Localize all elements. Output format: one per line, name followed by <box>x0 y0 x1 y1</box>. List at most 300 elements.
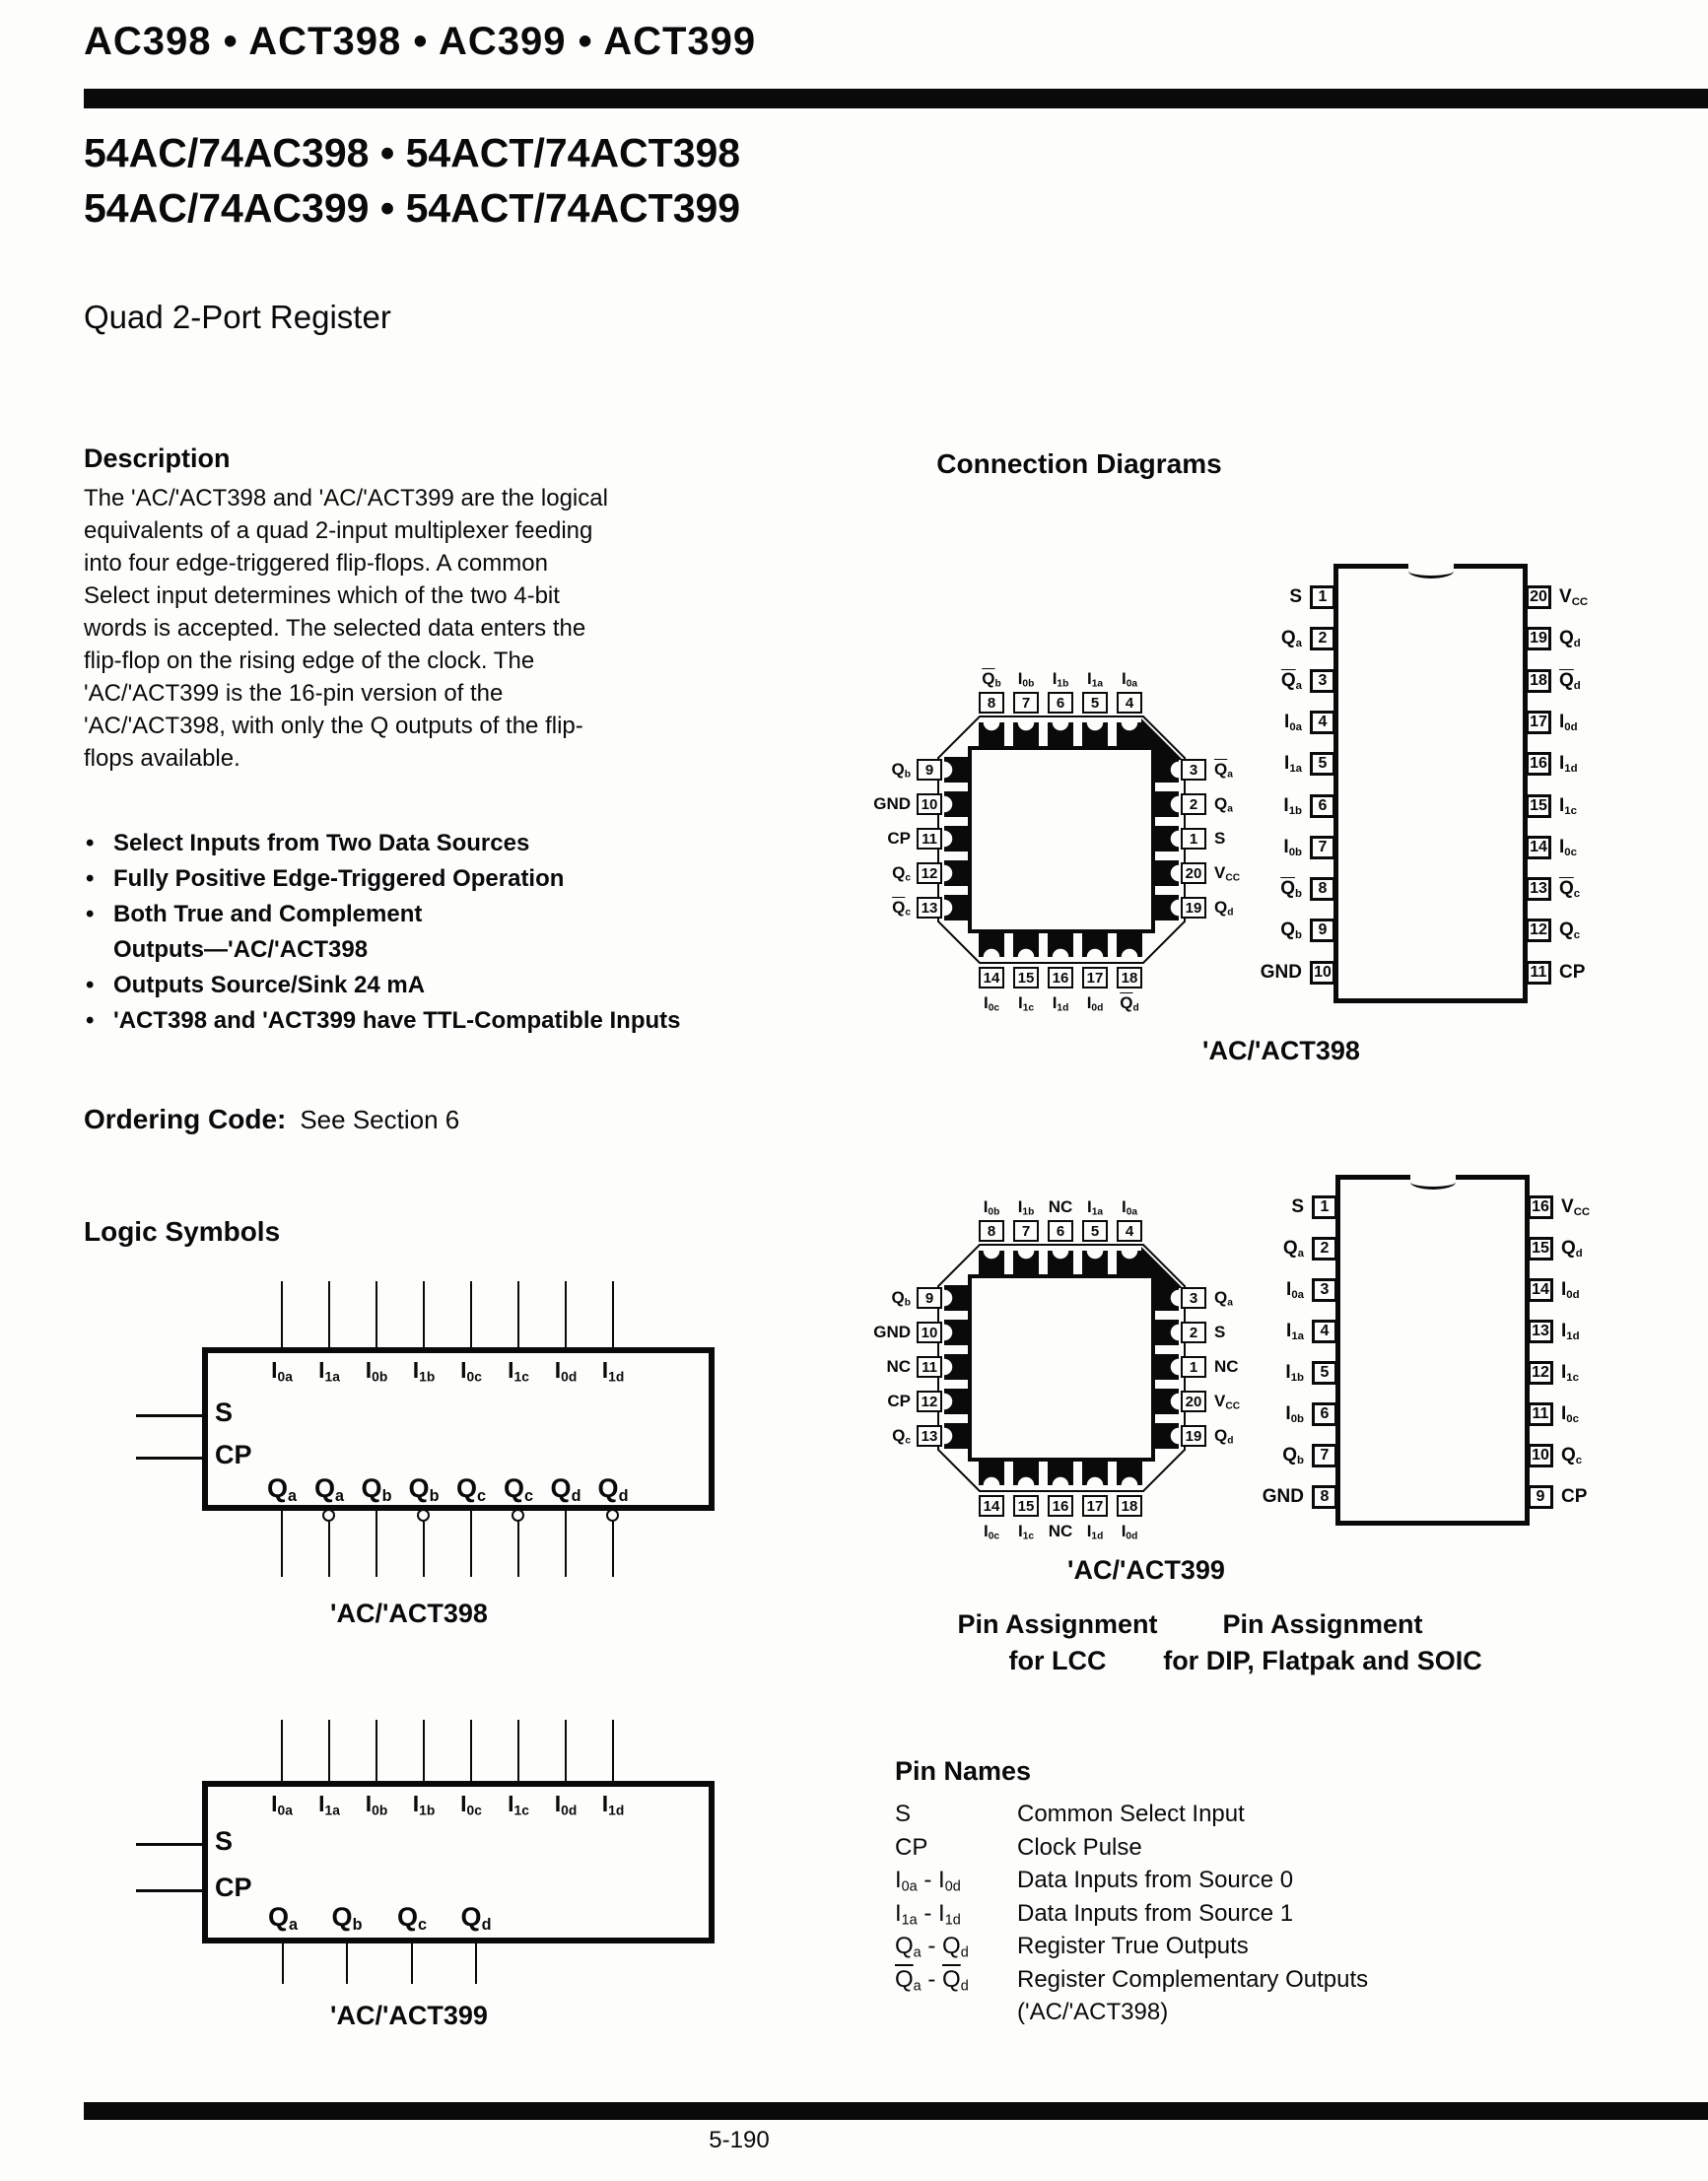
input-label: $I_{1a}$ <box>318 1357 340 1385</box>
output-line <box>475 1943 477 1984</box>
output-line <box>612 1522 614 1577</box>
pin-number-box: 20 <box>1181 1391 1206 1412</box>
lcc-pad <box>1013 722 1039 746</box>
lcc-pad <box>1117 1251 1142 1274</box>
lcc-pad <box>1082 933 1108 957</box>
input-line <box>376 1281 377 1347</box>
pin-number-box: 7 <box>1013 692 1039 714</box>
pin-number-box: 16 <box>1526 752 1551 776</box>
pin-number-box: 19 <box>1526 627 1551 650</box>
pin-label: $Q_a$ <box>1280 628 1302 650</box>
pin-number-box: 8 <box>1312 1485 1337 1509</box>
input-label: $I_{1d}$ <box>601 1357 625 1385</box>
pin-label: $I_{1d}$ <box>1559 753 1578 776</box>
pin-number-box: 17 <box>1082 1495 1108 1517</box>
feature-item: • 'ACT398 and 'ACT399 have TTL-Compatible Inputs <box>84 1003 734 1039</box>
output-label: $Q_b$ <box>408 1473 440 1506</box>
connection-caption-398: 'AC/'ACT398 <box>1202 1036 1360 1065</box>
output-line <box>282 1943 284 1984</box>
side-input-line <box>136 1889 202 1892</box>
inversion-bubble-icon <box>512 1509 524 1522</box>
lcc-pad <box>1155 1423 1179 1449</box>
footer-rule <box>84 2102 1708 2120</box>
pin-label: $Q_b$ <box>891 760 911 781</box>
output-label: $Q_c$ <box>455 1473 487 1506</box>
logic-symbol-399 <box>118 1720 788 2015</box>
pin-number-box: 5 <box>1310 752 1335 776</box>
pin-number-box: 3 <box>1310 669 1335 693</box>
pin-number-box: 7 <box>1310 836 1335 859</box>
pin-number-box: 14 <box>1528 1278 1553 1302</box>
pin-name-description: Data Inputs from Source 1 <box>1017 1899 1294 1927</box>
pin-number-box: 6 <box>1312 1402 1337 1426</box>
pin-number-box: 7 <box>1312 1444 1337 1467</box>
pin-number-box: 4 <box>1117 1220 1142 1242</box>
connection-caption-399: 'AC/'ACT399 <box>1067 1555 1225 1585</box>
pin-number-box: 4 <box>1310 711 1335 734</box>
lcc-pad <box>1155 860 1179 886</box>
pin-label: $I_{0c}$ <box>983 1522 1000 1542</box>
pin-number-box: 9 <box>1528 1485 1553 1509</box>
pin-label: $I_{0a}$ <box>1286 1279 1304 1301</box>
inversion-bubble-icon <box>606 1509 619 1522</box>
pin-label: $I_{1c}$ <box>1017 1522 1035 1542</box>
pin-label: $\overline{Q}_d$ <box>1120 993 1139 1014</box>
output-label: $Q_d$ <box>550 1473 581 1506</box>
input-line <box>423 1720 425 1781</box>
lcc-pad <box>1013 1462 1039 1485</box>
lcc-pad <box>1048 1462 1073 1485</box>
input-line <box>328 1281 330 1347</box>
ordering-code <box>84 1104 459 1135</box>
page-number: 5-190 <box>709 2127 770 2153</box>
pin-label: $I_{1c}$ <box>1017 993 1035 1014</box>
output-line <box>517 1522 519 1577</box>
pin-label: S <box>1291 1196 1304 1217</box>
output-label: $Q_d$ <box>597 1473 629 1506</box>
lcc-pad <box>1013 933 1039 957</box>
pin-number-box: 4 <box>1117 692 1142 714</box>
dip-notch-icon <box>1408 564 1454 579</box>
pin-label: $\overline{Q}_b$ <box>1280 878 1302 900</box>
pin-number-box: 15 <box>1526 794 1551 818</box>
pin-label: $I_{1a}$ <box>1086 1197 1104 1218</box>
lcc-pad <box>1082 1251 1108 1274</box>
lcc-pad <box>1082 1462 1108 1485</box>
pin-label: $I_{0b}$ <box>983 1197 1000 1218</box>
lcc-pad <box>1048 933 1073 957</box>
lcc-pad <box>1155 791 1179 817</box>
pin-label: GND <box>1260 961 1302 983</box>
pin-number-box: 2 <box>1310 627 1335 650</box>
pin-number-box: 1 <box>1310 585 1335 609</box>
pin-number-box: 17 <box>1526 711 1551 734</box>
pin-number-box: 12 <box>917 1391 942 1412</box>
input-label: $I_{0b}$ <box>365 1791 388 1818</box>
pin-number-box: 9 <box>1310 919 1335 942</box>
pin-number-box: 20 <box>1526 585 1551 609</box>
input-label: $I_{1c}$ <box>508 1357 529 1385</box>
dip-notch-icon <box>1410 1175 1456 1190</box>
pin-label: $I_{1c}$ <box>1561 1362 1579 1384</box>
pin-label: $\overline{Q}_a$ <box>1214 760 1233 781</box>
input-label: $I_{1c}$ <box>508 1791 529 1818</box>
pin-number-box: 4 <box>1312 1320 1337 1343</box>
output-label: $Q_a$ <box>313 1473 345 1506</box>
pin-number-box: 1 <box>1312 1195 1337 1219</box>
lcc-pad <box>1117 722 1142 746</box>
pin-number-box: 5 <box>1082 1220 1108 1242</box>
pin-label: CP <box>887 1392 911 1410</box>
pin-label: $I_{0b}$ <box>1017 669 1035 690</box>
feature-item: • Both True and Complement Outputs—'AC/'ACT398 <box>84 897 734 968</box>
lcc-pad <box>944 860 968 886</box>
lcc-body <box>968 746 1155 933</box>
lcc-pad <box>1155 757 1179 783</box>
lcc-pad <box>944 757 968 783</box>
input-line <box>423 1281 425 1347</box>
input-line <box>470 1720 472 1781</box>
pin-number-box: 12 <box>917 862 942 884</box>
pin-number-box: 13 <box>917 897 942 919</box>
pin-label: $I_{1d}$ <box>1086 1522 1104 1542</box>
pin-label: $I_{0d}$ <box>1086 993 1104 1014</box>
input-line <box>565 1720 567 1781</box>
pin-label: $Q_c$ <box>1561 1445 1583 1466</box>
pin-name: $\overline{Q}_a - \overline{Q}_d$ <box>895 1965 969 1995</box>
pin-label: $Q_a$ <box>1214 794 1233 815</box>
pin-number-box: 14 <box>1526 836 1551 859</box>
pin-number-box: 18 <box>1117 1495 1142 1517</box>
lcc-pad <box>944 826 968 852</box>
pin-number-box: 10 <box>1310 961 1335 985</box>
pin-names-row <box>895 1897 1605 1931</box>
pin-label: GND <box>873 794 911 813</box>
side-input-label: CP <box>215 1440 252 1469</box>
pin-name: CP <box>895 1833 928 1861</box>
pin-label: NC <box>886 1357 911 1376</box>
output-line <box>281 1511 283 1577</box>
pin-number-box: 6 <box>1048 692 1073 714</box>
pin-label: S <box>1214 829 1226 848</box>
pin-label: $Q_d$ <box>1214 898 1234 919</box>
output-line <box>346 1943 348 1984</box>
pin-names-row <box>895 1963 1605 2029</box>
pin-number-box: 20 <box>1181 862 1206 884</box>
inversion-bubble-icon <box>417 1509 430 1522</box>
input-label: $I_{0c}$ <box>460 1357 482 1385</box>
pin-number-box: 9 <box>917 1287 942 1309</box>
lcc-pad <box>1082 722 1108 746</box>
pin-number-box: 13 <box>1528 1320 1553 1343</box>
pin-number-box: 10 <box>1528 1444 1553 1467</box>
lcc-pad <box>979 933 1004 957</box>
input-line <box>470 1281 472 1347</box>
lcc-pad <box>1117 1462 1142 1485</box>
lcc-body <box>968 1274 1155 1462</box>
pin-label: $I_{0c}$ <box>983 993 1000 1014</box>
input-label: $I_{0d}$ <box>554 1791 578 1818</box>
input-label: $I_{0b}$ <box>365 1357 388 1385</box>
pin-name-description: Clock Pulse <box>1017 1833 1142 1861</box>
pin-number-box: 19 <box>1181 897 1206 919</box>
pin-label: $I_{1a}$ <box>1286 1321 1304 1342</box>
pin-label: $\overline{Q}_c$ <box>1559 878 1581 900</box>
pin-names-row <box>895 1930 1605 1963</box>
pin-label: NC <box>1048 1197 1073 1216</box>
pin-number-box: 8 <box>979 692 1004 714</box>
pin-number-box: 10 <box>917 1322 942 1343</box>
lcc-diagram-398 <box>828 670 1281 1025</box>
lcc-pad <box>944 1285 968 1311</box>
side-input-label: S <box>215 1397 234 1427</box>
input-label: $I_{1b}$ <box>412 1791 436 1818</box>
pin-label: $V_{CC}$ <box>1214 1392 1241 1412</box>
pin-label: $I_{0a}$ <box>1121 1197 1138 1218</box>
pin-label: $I_{1d}$ <box>1052 993 1069 1014</box>
side-input-label: S <box>215 1826 234 1856</box>
logic-symbol-398-caption: 'AC/'ACT398 <box>330 1599 488 1628</box>
description-body: The 'AC/'ACT398 and 'AC/'ACT399 are the logical equivalents of a quad 2-input multiplexer feeding into four edge-triggered flip-flops. A common Select input determines which of the two 4-bit words is accepted. The selected data enters the flip-flop on the rising edge of the clock. The 'AC/'ACT399 is the 16-pin version of the 'AC/'ACT398, with only the Q outputs of the flip-flops available. <box>84 485 608 772</box>
inversion-bubble-icon <box>322 1509 335 1522</box>
pin-number-box: 5 <box>1082 692 1108 714</box>
lcc-pad <box>979 1462 1004 1485</box>
pin-name-description: Register True Outputs <box>1017 1933 1249 1959</box>
pin-number-box: 10 <box>917 793 942 815</box>
pin-number-box: 2 <box>1181 793 1206 815</box>
pin-label: $\overline{Q}_c$ <box>892 898 911 919</box>
pin-number-box: 13 <box>1526 877 1551 901</box>
pin-number-box: 9 <box>917 759 942 781</box>
pin-label: $Q_b$ <box>1280 920 1302 942</box>
pin-number-box: 3 <box>1181 759 1206 781</box>
side-input-line <box>136 1457 202 1460</box>
pin-label: $I_{1c}$ <box>1559 794 1577 817</box>
pin-number-box: 3 <box>1181 1287 1206 1309</box>
pin-names-heading: Pin Names <box>895 1756 1032 1786</box>
input-line <box>328 1720 330 1781</box>
lcc-pad <box>944 791 968 817</box>
pin-number-box: 7 <box>1013 1220 1039 1242</box>
pin-number-box: 2 <box>1181 1322 1206 1343</box>
pin-names-row <box>895 1798 1605 1831</box>
pin-number-box: 14 <box>979 1495 1004 1517</box>
pin-label: CP <box>887 829 911 848</box>
lcc-pad <box>1013 1251 1039 1274</box>
pin-number-box: 14 <box>979 967 1004 988</box>
input-line <box>281 1281 283 1347</box>
pin-name-description: Common Select Input <box>1017 1801 1245 1827</box>
pin-label: GND <box>1262 1486 1304 1507</box>
input-line <box>517 1720 519 1781</box>
dip-body <box>1335 1175 1530 1526</box>
output-line <box>423 1522 425 1577</box>
pin-label: $Q_c$ <box>892 1426 911 1447</box>
lcc-pad <box>1117 933 1142 957</box>
pin-label: $I_{0b}$ <box>1285 1403 1304 1425</box>
pin-label: $Q_d$ <box>1561 1238 1583 1260</box>
pin-number-box: 16 <box>1048 1495 1073 1517</box>
pin-number-box: 2 <box>1312 1237 1337 1261</box>
title-line-1: 54AC/74AC398 • 54ACT/74ACT398 <box>84 130 741 175</box>
dip-diagram-398 <box>1222 552 1705 1025</box>
pin-label: S <box>1214 1323 1226 1341</box>
pin-label: S <box>1289 586 1302 607</box>
pin-label: $Q_d$ <box>1214 1426 1234 1447</box>
lcc-pad <box>1155 895 1179 920</box>
connection-diagrams-heading: Connection Diagrams <box>936 448 1222 479</box>
lcc-pad <box>944 1389 968 1414</box>
input-line <box>517 1281 519 1347</box>
pin-name-description: Data Inputs from Source 0 <box>1017 1867 1294 1893</box>
pin-name-description: Register Complementary Outputs ('AC/'ACT398) <box>1017 1965 1369 2025</box>
input-label: $I_{0a}$ <box>271 1357 293 1385</box>
ordering-code-label: Ordering Code: <box>84 1104 287 1134</box>
pin-number-box: 15 <box>1528 1237 1553 1261</box>
pin-number-box: 5 <box>1312 1361 1337 1385</box>
pin-label: $I_{0d}$ <box>1561 1279 1580 1301</box>
output-label: $Q_b$ <box>331 1902 363 1935</box>
pin-label: $Q_d$ <box>1559 628 1581 650</box>
header-rule <box>84 89 1708 108</box>
output-line <box>565 1511 567 1577</box>
output-line <box>411 1943 413 1984</box>
page-subtitle: Quad 2-Port Register <box>84 299 391 335</box>
pin-assignment-lcc-label: Pin Assignment for LCC <box>957 1609 1158 1675</box>
pin-label: $Q_a$ <box>1214 1288 1233 1309</box>
lcc-pad <box>1048 722 1073 746</box>
output-label: $Q_b$ <box>361 1473 392 1506</box>
lcc-pad <box>979 722 1004 746</box>
output-label: $Q_d$ <box>460 1902 492 1935</box>
pin-label: $I_{0c}$ <box>1559 836 1577 858</box>
pin-number-box: 6 <box>1048 1220 1073 1242</box>
pin-label: $I_{0d}$ <box>1559 711 1578 733</box>
pin-label: $Q_b$ <box>891 1288 911 1309</box>
side-input-line <box>136 1414 202 1417</box>
pin-label: $I_{1a}$ <box>1284 753 1302 776</box>
pin-number-box: 3 <box>1312 1278 1337 1302</box>
pin-number-box: 12 <box>1528 1361 1553 1385</box>
pin-name: $I_{0a} - I_{0d}$ <box>895 1867 961 1895</box>
logic-symbol-398 <box>118 1281 788 1616</box>
page-header-part-numbers: AC398 • ACT398 • AC399 • ACT399 <box>84 20 757 63</box>
side-input-line <box>136 1843 202 1846</box>
ordering-code-value: See Section 6 <box>300 1105 460 1134</box>
pin-label: $I_{1b}$ <box>1017 1197 1035 1218</box>
lcc-pad <box>1155 826 1179 852</box>
pin-assignment-dip-label: Pin Assignment for DIP, Flatpak and SOIC <box>1163 1609 1482 1675</box>
input-label: $I_{0a}$ <box>271 1791 293 1818</box>
pin-label: NC <box>1048 1522 1073 1540</box>
pin-number-box: 15 <box>1013 967 1039 988</box>
pin-label: $I_{1b}$ <box>1285 1362 1304 1384</box>
pin-label: CP <box>1561 1486 1588 1507</box>
pin-name: $I_{1a} - I_{1d}$ <box>895 1899 961 1929</box>
input-label: $I_{1d}$ <box>601 1791 625 1818</box>
output-label: $Q_c$ <box>503 1473 534 1506</box>
pin-label: $\overline{Q}_d$ <box>1559 669 1581 692</box>
lcc-pad <box>1155 1285 1179 1311</box>
pin-number-box: 11 <box>917 1356 942 1378</box>
output-label: $Q_a$ <box>266 1473 298 1506</box>
pin-number-box: 1 <box>1181 1356 1206 1378</box>
pin-label: $\overline{Q}_a$ <box>1280 669 1302 692</box>
feature-list <box>84 826 734 1039</box>
input-label: $I_{1b}$ <box>412 1357 436 1385</box>
pin-label: $Q_c$ <box>892 863 911 884</box>
input-line <box>376 1720 377 1781</box>
output-line <box>470 1511 472 1577</box>
pin-number-box: 6 <box>1310 794 1335 818</box>
pin-label: $Q_c$ <box>1559 920 1581 942</box>
lcc-pad <box>1155 1354 1179 1380</box>
lcc-pad <box>944 1320 968 1345</box>
pin-label: $Q_a$ <box>1282 1238 1304 1260</box>
pin-number-box: 11 <box>1528 1402 1553 1426</box>
output-label: $Q_a$ <box>267 1902 299 1935</box>
pin-number-box: 15 <box>1013 1495 1039 1517</box>
pin-number-box: 18 <box>1526 669 1551 693</box>
pin-number-box: 16 <box>1048 967 1073 988</box>
dip-diagram-399 <box>1222 1168 1705 1582</box>
pin-label: $I_{0d}$ <box>1121 1522 1138 1542</box>
logic-symbols-heading: Logic Symbols <box>84 1216 281 1247</box>
output-line <box>376 1511 377 1577</box>
lcc-pad <box>1155 1389 1179 1414</box>
pin-label: $\overline{Q}_b$ <box>982 669 1001 690</box>
pin-label: $I_{1b}$ <box>1283 794 1302 817</box>
input-label: $I_{0c}$ <box>460 1791 482 1818</box>
pin-label: NC <box>1214 1357 1239 1376</box>
pin-names-table <box>895 1798 1605 2029</box>
pin-label: $V_{CC}$ <box>1559 586 1589 608</box>
side-input-label: CP <box>215 1873 252 1902</box>
pin-number-box: 18 <box>1117 967 1142 988</box>
pin-number-box: 8 <box>979 1220 1004 1242</box>
pin-label: $I_{0b}$ <box>1283 836 1302 858</box>
lcc-diagram-399 <box>828 1198 1281 1553</box>
title-line-2: 54AC/74AC399 • 54ACT/74ACT399 <box>84 185 741 231</box>
pin-number-box: 1 <box>1181 828 1206 850</box>
pin-number-box: 12 <box>1526 919 1551 942</box>
input-line <box>565 1281 567 1347</box>
pin-number-box: 16 <box>1528 1195 1553 1219</box>
pin-names-row <box>895 1864 1605 1897</box>
lcc-pad <box>979 1251 1004 1274</box>
lcc-pad <box>944 895 968 920</box>
dip-body <box>1333 564 1528 1003</box>
input-line <box>612 1281 614 1347</box>
pin-label: $I_{0c}$ <box>1561 1403 1579 1425</box>
lcc-pad <box>944 1354 968 1380</box>
pin-number-box: 19 <box>1181 1425 1206 1447</box>
input-line <box>281 1720 283 1781</box>
pin-number-box: 17 <box>1082 967 1108 988</box>
pin-label: CP <box>1559 961 1586 983</box>
pin-label: $V_{CC}$ <box>1561 1196 1591 1218</box>
logic-symbol-399-caption: 'AC/'ACT399 <box>330 2001 488 2030</box>
lcc-pad <box>1048 1251 1073 1274</box>
feature-item: • Select Inputs from Two Data Sources <box>84 826 734 861</box>
pin-label: $I_{0a}$ <box>1284 711 1302 733</box>
input-label: $I_{0d}$ <box>554 1357 578 1385</box>
pin-names-row <box>895 1831 1605 1865</box>
lcc-pad <box>1155 1320 1179 1345</box>
pin-number-box: 11 <box>917 828 942 850</box>
pin-label: GND <box>873 1323 911 1341</box>
feature-item: • Fully Positive Edge-Triggered Operation <box>84 861 734 897</box>
